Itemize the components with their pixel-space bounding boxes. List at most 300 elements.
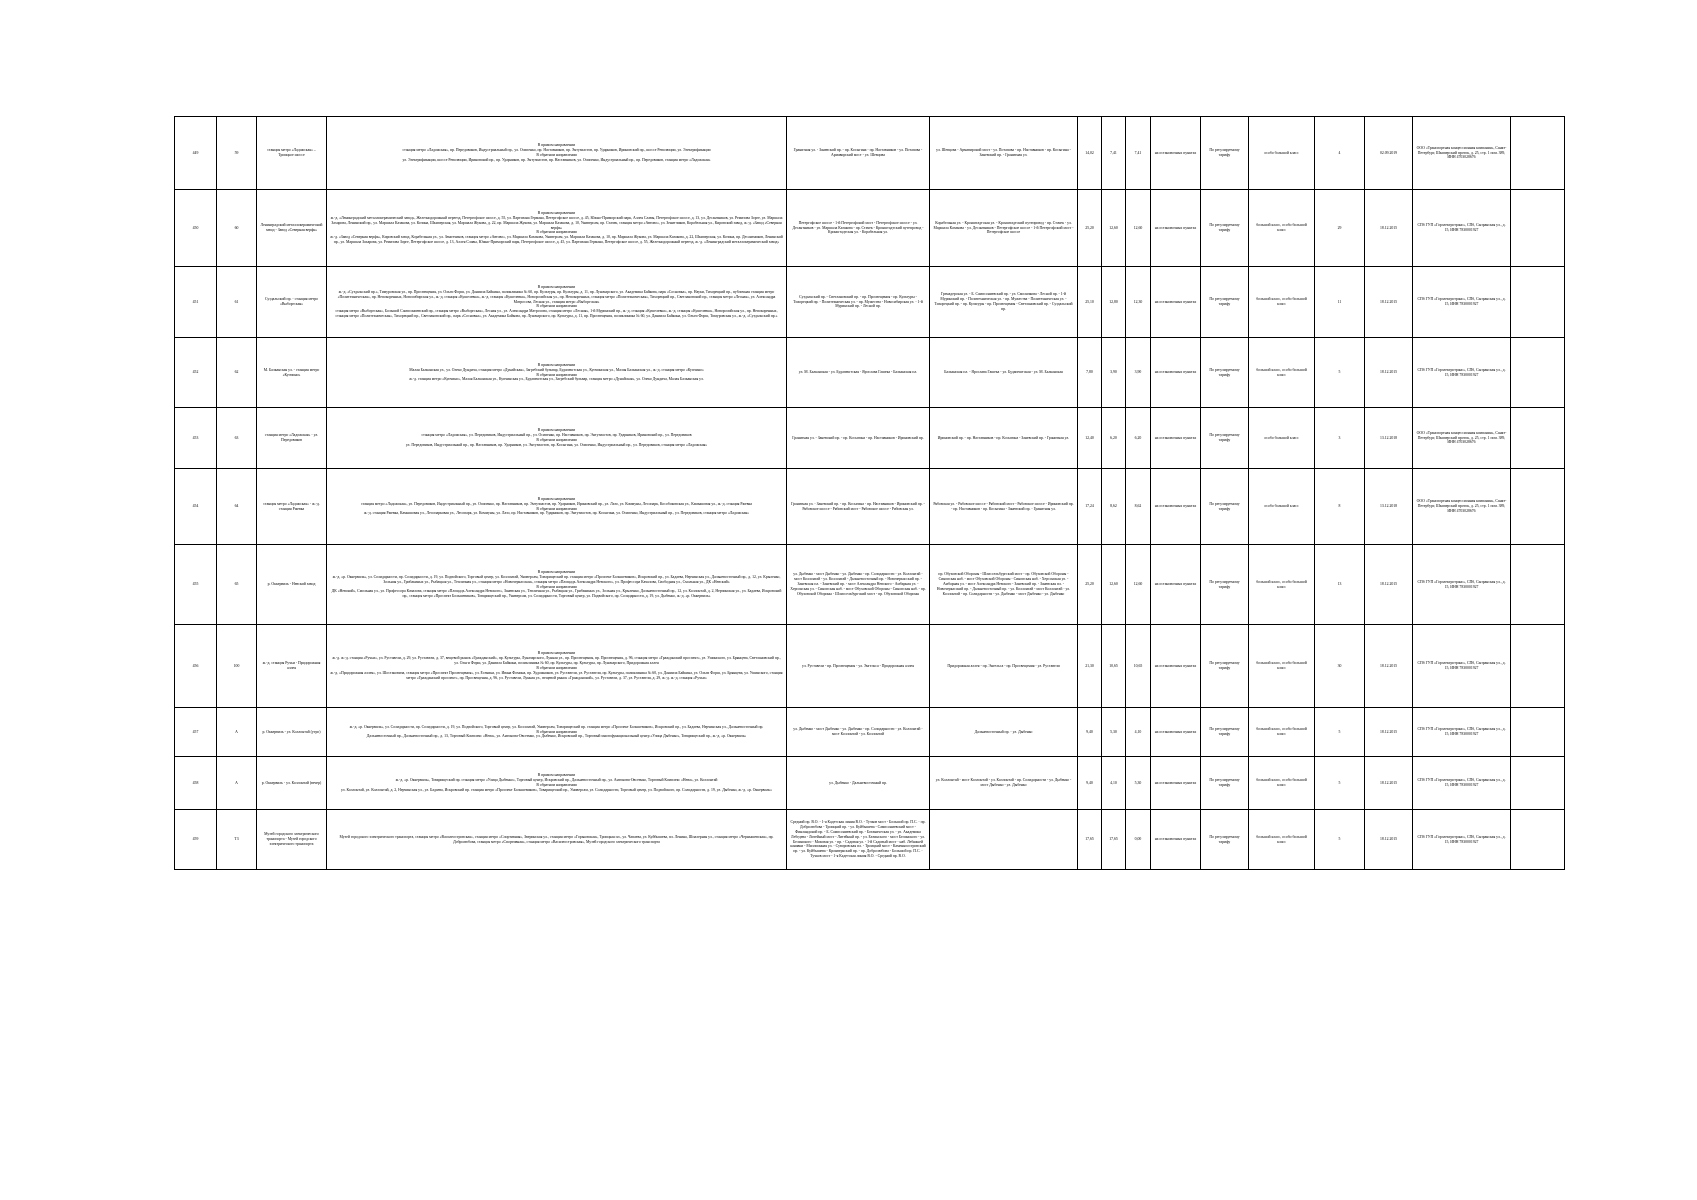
route-number-cell (217, 190, 257, 267)
stop-mode-cell (1151, 117, 1201, 190)
forward-path: станция метро «Ладожская», ул. Передовиков, Индустриальный пр., ул. Осипенко, пр. Наставников, пр. Энтузиастов, пр. Ударников, Ириновский пр., ул. Лазо, ул. Коммуны, Лесопарк, Кособоковская ул., Камышовая ул., ж.-д. станция Ржевка (361, 501, 752, 506)
length-forward-cell (1102, 545, 1126, 625)
count-text: 4 (1338, 150, 1341, 155)
stops-fwd-text: Средний пр. В.О. - 1-я Кадетская линия В.О. - Тучков мост - Большой пр. П.С. - пр. Добролюбова - Троицкий пр. - ул. Куйбышева - Сампсониевский мост - Финляндский пр. - Б. Сампсониевский пр. - Ботаническая ул. - ул. Академика Лебедева - Литейный мост - Литейный пр. - ул. Белинского - мост Белинского - ул. Белинского - Моховая ул. - пр. - Садовая ул. - 1-й Садовый мост - наб. Лебяжьей канавки - Миллионная ул. - Суворовская пл. - Троицкий мост - Каменноостровский пр. - ул. Куйбышева - Кронверкский пр. - пр. Добролюбова - Большой пр. П.С. - Тучков мост - 1-я Кадетская линия В.О. - Средний пр. В.О. (790, 819, 926, 859)
count-text: 5 (1338, 780, 1341, 785)
carrier-text: СПб ГУП «Горэлектротранс», СПб, Сызранская ул., д. 15, ИНН 7830001927 (1417, 727, 1506, 736)
stops-back-text: Ириновский пр. - пр. Наставников - пр. Косыгина - Заневский пр. - Гранитная ул. (937, 435, 1070, 440)
carrier-text: ООО «Транспортная концессионная компания», Санкт-Петербург, Шкиперский проток, д. 25, стр. 1 пом. 389, ИНН 4703028676 (1416, 145, 1507, 160)
vehicle-text: особо большой класс (1264, 435, 1299, 440)
stop-mode-cell (1151, 469, 1201, 545)
carrier-cell (1413, 190, 1511, 267)
backward-direction-label: В обратном направлении (536, 153, 577, 157)
stops-fwd-text: Суздальский пр. - Светлановский пр. - пр. Просвещения - пр. Культуры - Тихорецкий пр. - Политехническая ул. - пр. Мужества - Новосибирская ул. - 1-й Муринский пр. - Лесной пр. (793, 294, 923, 309)
streets-backward-cell (930, 338, 1078, 408)
carrier-cell (1413, 545, 1511, 625)
backward-path: ж.-д. «Завод «Северная верфь», Кировский завод, Корабельная ул., ул. Зенитчиков, станция метро «Автово», ул. Маршала Казакова, Универсам, ул. Маршала Казакова, д. 10, пр. Маршала Жукова, ул. Маршала Казакова, д. 22, Шкиперская, ул. Козина, пр. Десантников, Ленинский пр., ул. Маршала Захарова, ул. Ремизова Зорге, Петергофское шоссе, д. 13, Аллея Славы, Южно-Приморский парк, Петергофское шоссе, д. 45, ул. Партизана Германа, Петергофское шоссе, д. 55, Железнодорожный переезд, ж.-д. «Ленинградский металлокерамический завод» (330, 235, 783, 245)
route-path-cell (327, 545, 787, 625)
stops-back-text: Гренадерская ул. - Б. Сампсониевский пр. - ул. Смолячкова - Лесной пр. - 1-й Муринский пр. - Политехническая ул. - пр. Мужества - Политехническая ул. - Тихорецкий пр. - пр. Культуры - пр. Просвещения - Светлановский пр. - Суздальский пр. (934, 292, 1073, 311)
length-backward-cell (1126, 408, 1151, 469)
num-text: 450 (192, 225, 199, 230)
stops-fwd-text: ул. Дыбенко - Дальневосточный пр. (829, 780, 887, 785)
forward-path: ж.-д. ж.-д. станция «Ручьи», ул. Руставели, д. 29, ул. Руставели, д. 37, вещевой рынок «Гражданский», пр. Культуры, Луначарского, Лунная ул., пр. Просвещения, пр. Просвещения, д. 96, станция метро «Гражданский проспект», ул. Ушинского, ул. Брянцева, Светлановский пр., ул. Ольги Форш, ул. Даниила Байкина, поликлиника № 60, пр. Культуры, пр. Культуры, пр. Луначарского, Придорожная аллея (332, 656, 781, 666)
extra-cell (1511, 757, 1565, 810)
route-number-cell (217, 117, 257, 190)
len-text: 17,65 (1085, 837, 1094, 842)
length-total-cell (1078, 408, 1102, 469)
date-text: 18.12.2015 (1379, 225, 1398, 230)
carrier-cell (1413, 708, 1511, 757)
tariff-cell (1201, 810, 1249, 870)
carrier-cell (1413, 338, 1511, 408)
table-row (175, 267, 1565, 338)
tariff-cell (1201, 267, 1249, 338)
streets-backward-cell (930, 408, 1078, 469)
backward-path: ж.-д. «Придорожная аллея», ул. Шостаковича, станция метро «Проспект Просвещения», ул. Есенина, ул. Ивана Фомина, пр. Художников, ул. Руставели, ул. Руставели, пр. Культуры, поликлиника № 60, ул. Даниила Байкина, ул. Ольги Форш, ул. Брянцева, ул. Ушинского, станция метро «Гражданский проспект», пр. Просвещения, д. 96, ул. Руставели, Лунная ул., вещевой рынок «Гражданский», ул. Руставели, д. 37, ул. Руставели, д. 29, ж.-д. ж.-д. станция «Ручьи» (330, 670, 783, 680)
num-text: 453 (192, 435, 199, 440)
length-backward-cell (1126, 810, 1151, 870)
routes-table (174, 116, 1565, 870)
length-backward-cell (1126, 708, 1151, 757)
route-number-cell (217, 810, 257, 870)
stops-back-text: пр. Обуховской Обороны - Шлиссельбургский мост - пр. Обуховской Обороны - Синопская наб. - мост Обуховской Обороны - Синопская наб. - Херсонская ул. - Амбарная ул. - мост Александра Невского - Заневский пр. - Заневская пл. - Новочеркасский пр. - Дальневосточный пр. - ул. Коллонтай - мост Коллонтай - ул. Коллонтай - пр. Солидарности - ул. Дыбенко - мост Дыбенко - ул. Дыбенко (936, 572, 1071, 596)
vehicle-text: большой класс, особо большой класс (1256, 579, 1307, 589)
stops-fwd-text: Гранитная ул. - Заневский пр. - пр. Косыгина - пр. Наставников - Ириновский пр. - Рябовское шоссе - Рябовский мост - Рябовское шоссе - Рябовская ул. (791, 501, 925, 511)
carrier-cell (1413, 625, 1511, 708)
route-name-cell (257, 469, 327, 545)
backward-direction-label: В обратном направлении (536, 438, 577, 442)
stop-mode-text: на остановочных пунктах (1154, 435, 1197, 440)
route-name-cell (257, 625, 327, 708)
stops-fwd-text: Гранитная ул. - Заневский пр. - пр. Косыгина - пр. Наставников - ул. Потапова - Армавирский мост - ул. Шевцова (793, 148, 923, 157)
len-b-text: 5,30 (1134, 780, 1142, 785)
reg-number-cell (175, 708, 217, 757)
count-text: 30 (1337, 663, 1342, 668)
vehicle-text: большой класс, особо большой класс (1256, 367, 1307, 377)
stop-mode-cell (1151, 810, 1201, 870)
extra-cell (1511, 625, 1565, 708)
vehicle-count-cell (1315, 545, 1365, 625)
date-text: 18.12.2015 (1379, 780, 1398, 785)
length-forward-cell (1102, 625, 1126, 708)
route-path-cell (327, 708, 787, 757)
streets-forward-cell (787, 338, 930, 408)
tariff-text: По регулируемому тарифу (1209, 834, 1240, 844)
table-row (175, 708, 1565, 757)
date-text: 18.12.2015 (1379, 663, 1398, 668)
table-row (175, 625, 1565, 708)
start-date-cell (1365, 267, 1413, 338)
length-total-cell (1078, 757, 1102, 810)
carrier-cell (1413, 267, 1511, 338)
vehicle-class-cell (1249, 117, 1315, 190)
route-text: 63 (234, 435, 239, 440)
stops-back-text: Дальневосточный пр. - ул. Дыбенко (974, 729, 1033, 734)
stops-fwd-text: ул. Дыбенко - мост Дыбенко - ул. Дыбенко - пр. Солидарности - ул. Коллонтай - мост Коллонтай - ул. Коллонтай (793, 727, 923, 736)
streets-backward-cell (930, 708, 1078, 757)
stop-mode-text: на остановочных пунктах (1154, 299, 1197, 304)
route-name-cell (257, 117, 327, 190)
streets-backward-cell (930, 810, 1078, 870)
vehicle-text: большой класс, особо большой класс (1256, 778, 1307, 787)
route-name-cell (257, 190, 327, 267)
length-backward-cell (1126, 625, 1151, 708)
stop-mode-cell (1151, 190, 1201, 267)
forward-direction-label: В прямом направлении (537, 569, 576, 574)
route-path-cell (327, 408, 787, 469)
backward-direction-label: В обратном направлении (536, 666, 577, 670)
start-date-cell (1365, 190, 1413, 267)
carrier-cell (1413, 469, 1511, 545)
date-text: 18.12.2015 (1379, 837, 1398, 842)
len-b-text: 12,60 (1133, 582, 1143, 587)
backward-path: ж.-д. станция метро «Купчино», Малая Балканская ул., Купчинская ул., Будапештская ул., Загребский бульвар, станция метро «Дунайская», ул. Олеко Дундича, Малая Балканская ул. (409, 377, 704, 382)
table-row (175, 338, 1565, 408)
count-text: 8 (1338, 504, 1341, 509)
tariff-cell (1201, 469, 1249, 545)
len-f-text: 12,80 (1109, 299, 1118, 304)
streets-forward-cell (787, 545, 930, 625)
streets-backward-cell (930, 267, 1078, 338)
num-text: 455 (192, 582, 199, 587)
length-total-cell (1078, 810, 1102, 870)
length-backward-cell (1126, 190, 1151, 267)
route-text: А (235, 780, 238, 785)
len-f-text: 3,90 (1110, 370, 1117, 375)
vehicle-count-cell (1315, 267, 1365, 338)
forward-path: ж.-д. «Ленинградский металлокерамический завод», Железнодорожный переезд, Петергофское шоссе, д. 55, ул. Партизана Германа, Петергофское шоссе, д. 45, Южно-Приморский парк, Аллея Славы, Петергофское шоссе, д. 13, ул. Десантников, ул. Ремизова Зорге, ул. Маршала Захарова, Ленинский пр., ул. Маршала Казакова, ул. Козина, Шкиперская, ул. Маршала Жукова, д. 22, пр. Маршала Жукова, ул. Маршала Казакова, д. 10, Универсам, пр. Стачек, станция метро «Автово», ул. Зенитчиков, Корабельная ул., Кировский завод, ж.-д. «Завод «Северная верфь» (330, 215, 783, 230)
carrier-text: СПб ГУП «Горэлектротранс», СПб, Сызранская ул., д. 15, ИНН 7830001927 (1417, 223, 1506, 232)
reg-number-cell (175, 408, 217, 469)
carrier-cell (1413, 408, 1511, 469)
backward-direction-label: В обратном направлении (536, 230, 577, 235)
length-forward-cell (1102, 267, 1126, 338)
route-path-cell (327, 810, 787, 870)
length-total-cell (1078, 190, 1102, 267)
forward-path: станция метро «Ладожская», ул. Передовиков, Индустриальный пр., ул. Осипенко, пр. Наставников, пр. Энтузиастов, пр. Ударников, Ириновский пр., ул. Передовиков (421, 433, 692, 438)
start-date-cell (1365, 545, 1413, 625)
streets-forward-cell (787, 625, 930, 708)
reg-number-cell (175, 545, 217, 625)
carrier-cell (1413, 757, 1511, 810)
route-name-cell (257, 267, 327, 338)
stop-mode-text: на остановочных пунктах (1154, 663, 1197, 668)
num-text: 454 (192, 504, 199, 509)
stop-mode-text: на остановочных пунктах (1154, 225, 1197, 230)
reg-number-cell (175, 190, 217, 267)
carrier-text: СПб ГУП «Горэлектротранс», СПб, Сызранская ул., д. 15, ИНН 7830001927 (1417, 834, 1506, 844)
forward-path: ж.-д. «р. Оккервиль», ул. Солидарности, пр. Солидарности, д. 19, ул. Подвойского, Торговый центр, ул. Коллонтай, Универсам, Товарищеский пр. станция метро «Проспект Большевиков», Искровский пр., ул. Бадаева, Нерчинская ул., Дальневосточный пр. (349, 724, 764, 729)
vehicle-count-cell (1315, 117, 1365, 190)
extra-cell (1511, 190, 1565, 267)
forward-direction-label: В прямом направлении (537, 773, 576, 778)
tariff-cell (1201, 545, 1249, 625)
vehicle-class-cell (1249, 267, 1315, 338)
length-forward-cell (1102, 338, 1126, 408)
num-text: 459 (192, 837, 199, 842)
carrier-text: СПб ГУП «Горэлектротранс», СПб, Сызранская ул., д. 15, ИНН 7830001927 (1417, 297, 1506, 306)
table-row (175, 190, 1565, 267)
forward-direction-label: В прямом направлении (537, 210, 576, 215)
streets-forward-cell (787, 469, 930, 545)
stops-fwd-text: ул. М. Балканская - ул. Будапештская - Ярослава Гашека - Балканская пл. (798, 370, 918, 375)
stops-fwd-text: ул. Дыбенко - мост Дыбенко - ул. Дыбенко - пр. Солидарности - ул. Коллонтай - мост Коллонтай - ул. Коллонтай - Дальневосточный пр. - Новочеркасский пр. - Заневская пл. - Заневский пр. - мост Александра Невского - Амбарная ул. - Херсонская ул. - Синопская наб. - мост Обуховской Обороны - Синопская наб. - пр. Обуховской Обороны - Шлиссельбургский мост - пр. Обуховской Обороны (790, 572, 926, 596)
backward-direction-label: В обратном направлении (536, 304, 577, 309)
table-row (175, 117, 1565, 190)
forward-direction-label: В прямом направлении (537, 496, 576, 501)
len-b-text: 0,00 (1134, 837, 1142, 842)
carrier-text: СПб ГУП «Горэлектротранс», СПб, Сызранская ул., д. 15, ИНН 7830001927 (1417, 778, 1506, 787)
count-text: 5 (1338, 837, 1341, 842)
route-number-cell (217, 708, 257, 757)
forward-direction-label: В прямом направлении (537, 362, 576, 367)
name-text: р. Оккервиль - ул. Коллонтай (вечер) (261, 780, 322, 785)
route-number-cell (217, 338, 257, 408)
length-backward-cell (1126, 469, 1151, 545)
length-total-cell (1078, 545, 1102, 625)
table-row (175, 810, 1565, 870)
stop-mode-cell (1151, 757, 1201, 810)
extra-cell (1511, 117, 1565, 190)
date-text: 02.09.2019 (1379, 150, 1398, 155)
stops-back-text: ул. Шевцова - Армавирский мост - ул. Потапова - пр. Наставников - пр. Косыгина - Заневский пр. - Гранитная ул. (936, 148, 1071, 157)
stop-mode-text: на остановочных пунктах (1154, 150, 1197, 155)
reg-number-cell (175, 625, 217, 708)
len-b-text: 12,60 (1133, 225, 1143, 230)
len-f-text: 12,60 (1109, 582, 1118, 587)
forward-path: ж.-д. «Суздальский пр.», Тимуровская ул., пр. Просвещения, ул. Ольги Форш, ул. Даниила Байкина, поликлиника № 60, пр. Культуры, пр. Культуры, д. 11, пр. Луначарского, ул. Академика Байкова, парк «Сосновка», пр. Науки, Тихорецкий пр., публичная станция метро «Политехническая», пр. Непокоренных, Новосибирская ул., ж.-д. станция «Кушелевка», ж.-д. станция «Кушелевка», Новоросийская ул., пр. Непокоренных, станция метро «Политехническая», Тихорецкий пр., Светлановский пр., станция метро «Лесная», ул. Александра Матросова, Лесная ул., станция метро «Выборгская» (337, 289, 776, 304)
len-text: 14,02 (1085, 150, 1094, 155)
tariff-cell (1201, 190, 1249, 267)
date-text: 18.12.2015 (1379, 370, 1398, 375)
tariff-cell (1201, 338, 1249, 408)
stops-fwd-text: Гранитная ул. - Заневский пр. - пр. Косыгина - пр. Наставников - Ириновский пр. (792, 435, 924, 440)
tariff-text: По регулируемому тарифу (1209, 148, 1240, 157)
len-b-text: 3,90 (1134, 370, 1142, 375)
forward-path: станция метро «Ладожская», пр. Передовиков, Индустриальный пр., ул. Осипенко, пр. Наставников, пр. Энтузиастов, пр. Ударников, Ириновский пр., шоссе Революции, ул. Электрификации (402, 148, 711, 153)
date-text: 13.12.2018 (1379, 504, 1398, 509)
len-f-text: 12,60 (1109, 225, 1118, 230)
name-text: р. Оккервиль - ул. Коллонтай (утро) (262, 729, 321, 734)
streets-forward-cell (787, 117, 930, 190)
count-text: 5 (1338, 729, 1341, 734)
start-date-cell (1365, 117, 1413, 190)
vehicle-count-cell (1315, 190, 1365, 267)
len-f-text: 17,65 (1109, 837, 1118, 842)
streets-backward-cell (930, 469, 1078, 545)
carrier-cell (1413, 117, 1511, 190)
len-b-text: 8,62 (1134, 504, 1142, 509)
stop-mode-cell (1151, 625, 1201, 708)
route-text: 62 (234, 370, 239, 375)
streets-forward-cell (787, 190, 930, 267)
stops-fwd-text: Петергофское шоссе - 1-й Петергофский мост - Петергофское шоссе - ул. Десантников - ул. Маршала Казакова - пр. Стачек - Кронштадтский путепровод - Кронштадтская ул. - Корабельная ул. (792, 220, 924, 235)
reg-number-cell (175, 267, 217, 338)
start-date-cell (1365, 810, 1413, 870)
extra-cell (1511, 408, 1565, 469)
length-total-cell (1078, 338, 1102, 408)
tariff-text: По регулируемому тарифу (1209, 579, 1240, 589)
tariff-cell (1201, 625, 1249, 708)
len-f-text: 5,30 (1110, 729, 1117, 734)
stop-mode-text: на остановочных пунктах (1154, 370, 1197, 375)
vehicle-text: большой класс, особо большой класс (1256, 661, 1307, 670)
len-text: 12,40 (1085, 435, 1094, 440)
tariff-cell (1201, 408, 1249, 469)
vehicle-text: большой класс, особо большой класс (1256, 727, 1307, 736)
length-total-cell (1078, 117, 1102, 190)
route-text: 100 (233, 663, 240, 668)
len-text: 9,40 (1086, 780, 1093, 785)
length-total-cell (1078, 625, 1102, 708)
name-text: р. Оккервиль - Невский завод (267, 582, 316, 587)
tariff-cell (1201, 117, 1249, 190)
name-text: ж.-д. станция Ручьи - Придорожная аллея (262, 661, 321, 670)
stop-mode-cell (1151, 338, 1201, 408)
extra-cell (1511, 545, 1565, 625)
num-text: 457 (192, 729, 199, 734)
tariff-text: По регулируемому тарифу (1209, 297, 1240, 306)
vehicle-count-cell (1315, 757, 1365, 810)
stops-back-text: Придорожная аллея - пр. Энгельса - пр. Просвещения - ул. Руставели (947, 663, 1060, 668)
count-text: 29 (1337, 225, 1342, 230)
length-total-cell (1078, 267, 1102, 338)
route-path-cell (327, 117, 787, 190)
date-text: 18.12.2015 (1379, 729, 1398, 734)
stop-mode-cell (1151, 267, 1201, 338)
vehicle-count-cell (1315, 338, 1365, 408)
vehicle-class-cell (1249, 757, 1315, 810)
streets-forward-cell (787, 757, 930, 810)
reg-number-cell (175, 469, 217, 545)
len-f-text: 8,62 (1110, 504, 1117, 509)
route-name-cell (257, 708, 327, 757)
vehicle-text: особо большой класс (1264, 150, 1299, 155)
vehicle-count-cell (1315, 810, 1365, 870)
table-row (175, 469, 1565, 545)
vehicle-class-cell (1249, 190, 1315, 267)
name-text: Ленинградский металлокерамический завод - Завод «Северная верфь» (260, 223, 323, 232)
vehicle-class-cell (1249, 338, 1315, 408)
reg-number-cell (175, 117, 217, 190)
start-date-cell (1365, 625, 1413, 708)
length-forward-cell (1102, 117, 1126, 190)
len-text: 7,80 (1086, 370, 1093, 375)
vehicle-count-cell (1315, 708, 1365, 757)
count-text: 11 (1337, 299, 1342, 304)
extra-cell (1511, 810, 1565, 870)
len-b-text: 6,20 (1134, 435, 1142, 440)
route-name-cell (257, 757, 327, 810)
stop-mode-text: на остановочных пунктах (1154, 780, 1197, 785)
route-path-cell (327, 267, 787, 338)
length-total-cell (1078, 469, 1102, 545)
name-text: Музей городского электрического транспорта - Музей городского электрического транспорта (264, 832, 319, 846)
num-text: 458 (192, 780, 199, 785)
len-b-text: 7,41 (1134, 150, 1142, 155)
route-number-cell (217, 469, 257, 545)
len-b-text: 12,30 (1133, 299, 1143, 304)
route-number-cell (217, 408, 257, 469)
route-number-cell (217, 757, 257, 810)
vehicle-count-cell (1315, 469, 1365, 545)
backward-direction-label: В обратном направлении (536, 584, 577, 589)
extra-cell (1511, 708, 1565, 757)
streets-backward-cell (930, 625, 1078, 708)
start-date-cell (1365, 408, 1413, 469)
vehicle-text: особо большой класс (1264, 504, 1299, 509)
len-text: 25,20 (1085, 582, 1094, 587)
route-number-cell (217, 545, 257, 625)
stops-back-text: Балканская пл. - Ярослава Гашека - ул. Будапештская - ул. М. Балканская (944, 370, 1063, 375)
route-path-cell (327, 625, 787, 708)
forward-direction-label: В прямом направлении (537, 143, 576, 148)
tariff-text: По регулируемому тарифу (1209, 727, 1240, 736)
streets-forward-cell (787, 408, 930, 469)
vehicle-class-cell (1249, 810, 1315, 870)
forward-path: Малая Балканская ул., ул. Олеко Дундича, станция метро «Дунайская», Загребский бульвар, Будапештская ул., Купчинская ул., Малая Балканская ул., ж.-д. станция метро «Купчино» (409, 367, 704, 372)
len-f-text: 4,10 (1110, 780, 1117, 785)
vehicle-class-cell (1249, 625, 1315, 708)
stop-mode-text: на остановочных пунктах (1154, 837, 1197, 842)
backward-direction-label: В обратном направлении (536, 372, 577, 377)
reg-number-cell (175, 757, 217, 810)
tariff-cell (1201, 708, 1249, 757)
name-text: М. Балканская ул. - станция метро «Купчино» (263, 367, 320, 377)
len-f-text: 7,41 (1110, 150, 1117, 155)
route-name-cell (257, 810, 327, 870)
len-f-text: 6,20 (1110, 435, 1117, 440)
tariff-text: По регулируемому тарифу (1209, 433, 1240, 442)
route-text: А (235, 729, 238, 734)
vehicle-text: большой класс, особо большой класс (1256, 223, 1307, 232)
name-text: Суздальский пр. - станция метро «Выборгская» (264, 297, 319, 306)
route-text: Т3 (234, 837, 239, 842)
route-path-cell (327, 338, 787, 408)
tariff-text: По регулируемому тарифу (1209, 223, 1240, 232)
route-name-cell (257, 545, 327, 625)
carrier-text: СПб ГУП «Горэлектротранс», СПб, Сызранская ул., д. 15, ИНН 7830001927 (1417, 579, 1506, 589)
route-text: 64 (234, 504, 239, 509)
reg-number-cell (175, 338, 217, 408)
forward-direction-label: В прямом направлении (537, 651, 576, 656)
vehicle-class-cell (1249, 545, 1315, 625)
forward-direction-label: В прямом направлении (537, 284, 576, 289)
vehicle-class-cell (1249, 708, 1315, 757)
vehicle-count-cell (1315, 408, 1365, 469)
stops-back-text: Рябовская ул. - Рябовское шоссе - Рябовский мост - Рябовское шоссе - Ириновский пр. - пр. Наставников - пр. Косыгина - Заневский пр. - Гранитная ул. (933, 501, 1074, 511)
backward-path: ул. Электрификации, шоссе Революции, Ириновский пр., пр. Ударников, пр. Энтузиастов, пр. Наставников, ул. Осипенко, Индустриальный пр., пр. Передовиков, станция метро «Ладожская» (402, 157, 711, 162)
carrier-text: ООО «Транспортная концессионная компания», Санкт-Петербург, Шкиперский проток, д. 25, стр. 1 пом. 389, ИНН 4703028676 (1416, 499, 1507, 513)
forward-path: Музей городского электрического транспорта, станция метро «Василеостровская», станция метро «Спортивная», Зверинская ул., станция метро «Горьковская», Троицкая пл., ул. Чапаева, ул. Куйбышева, пл. Ленина, Шпалерная ул., станция метро «Чернышевская», пр. Добролюбова, станция метро «Спортивная», станция метро «Василеостровская», Музей городского электрического транспорта (339, 834, 774, 844)
stop-mode-cell (1151, 708, 1201, 757)
route-number-cell (217, 625, 257, 708)
route-name-cell (257, 338, 327, 408)
reg-number-cell (175, 810, 217, 870)
name-text: станция метро «Ладожская» – Троицкое шоссе (267, 148, 316, 157)
streets-forward-cell (787, 810, 930, 870)
stop-mode-text: на остановочных пунктах (1154, 504, 1197, 509)
len-text: 17,24 (1085, 504, 1094, 509)
streets-backward-cell (930, 190, 1078, 267)
date-text: 18.12.2015 (1379, 299, 1398, 304)
length-backward-cell (1126, 267, 1151, 338)
stops-back-text: Корабельная ул. - Кронштадтская ул. - Кронштадтский путепровод - пр. Стачек - ул. Маршала Казакова - ул. Десантников - Петергофское шоссе - 1-й Петергофский мост - Петергофское шоссе (933, 220, 1074, 235)
count-text: 13 (1337, 582, 1342, 587)
len-text: 21,30 (1085, 663, 1094, 668)
tariff-text: По регулируемому тарифу (1209, 367, 1240, 377)
vehicle-class-cell (1249, 469, 1315, 545)
